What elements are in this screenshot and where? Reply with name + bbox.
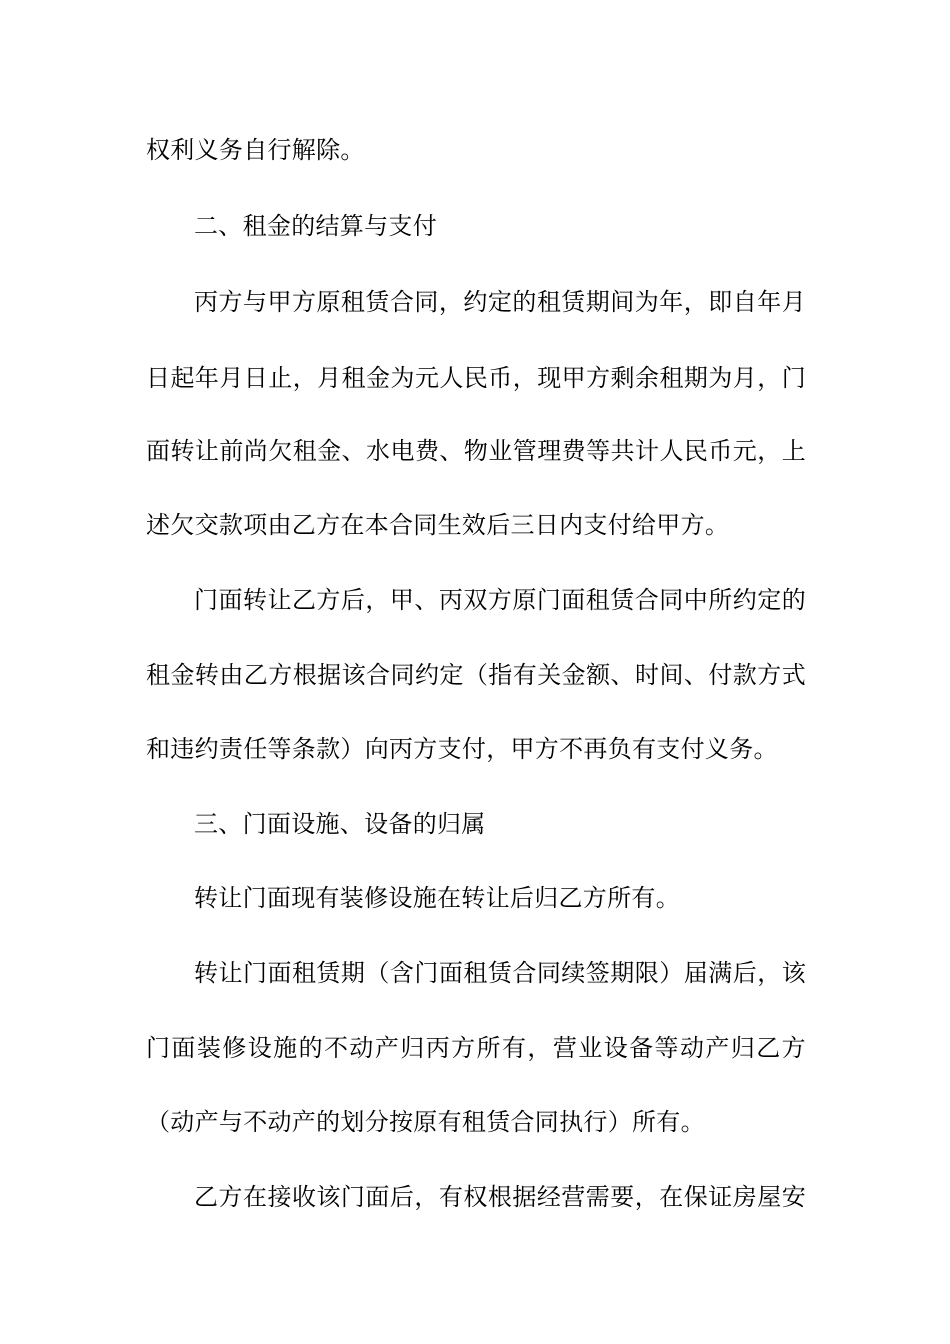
paragraph-line: 丙方与甲方原租赁合同，约定的租赁期间为年，即自年月 (194, 288, 806, 316)
paragraph-line: 和违约责任等条款）向丙方支付，甲方不再负有支付义务。 (146, 735, 778, 763)
paragraph-line: 权利义务自行解除。 (146, 136, 365, 164)
section-heading: 二、租金的结算与支付 (194, 212, 437, 240)
paragraph-line: 乙方在接收该门面后，有权根据经营需要，在保证房屋安 (194, 1183, 806, 1211)
paragraph-line: 日起年月日止，月租金为元人民币，现甲方剩余租期为月，门 (146, 364, 806, 392)
paragraph-line: 门面转让乙方后，甲、丙双方原门面租赁合同中所约定的 (194, 586, 806, 614)
paragraph-line: 面转让前尚欠租金、水电费、物业管理费等共计人民币元，上 (146, 437, 806, 465)
paragraph-line: 门面装修设施的不动产归丙方所有，营业设备等动产归乙方 (146, 1034, 806, 1062)
paragraph-line: 转让门面租赁期（含门面租赁合同续签期限）届满后，该 (194, 959, 806, 987)
paragraph-line: （动产与不动产的划分按原有租赁合同执行）所有。 (146, 1108, 705, 1136)
section-heading: 三、门面设施、设备的归属 (194, 810, 486, 838)
paragraph-line: 述欠交款项由乙方在本合同生效后三日内支付给甲方。 (146, 511, 730, 539)
paragraph-line: 转让门面现有装修设施在转让后归乙方所有。 (194, 884, 680, 912)
paragraph-line: 租金转由乙方根据该合同约定（指有关金额、时间、付款方式 (146, 661, 806, 689)
